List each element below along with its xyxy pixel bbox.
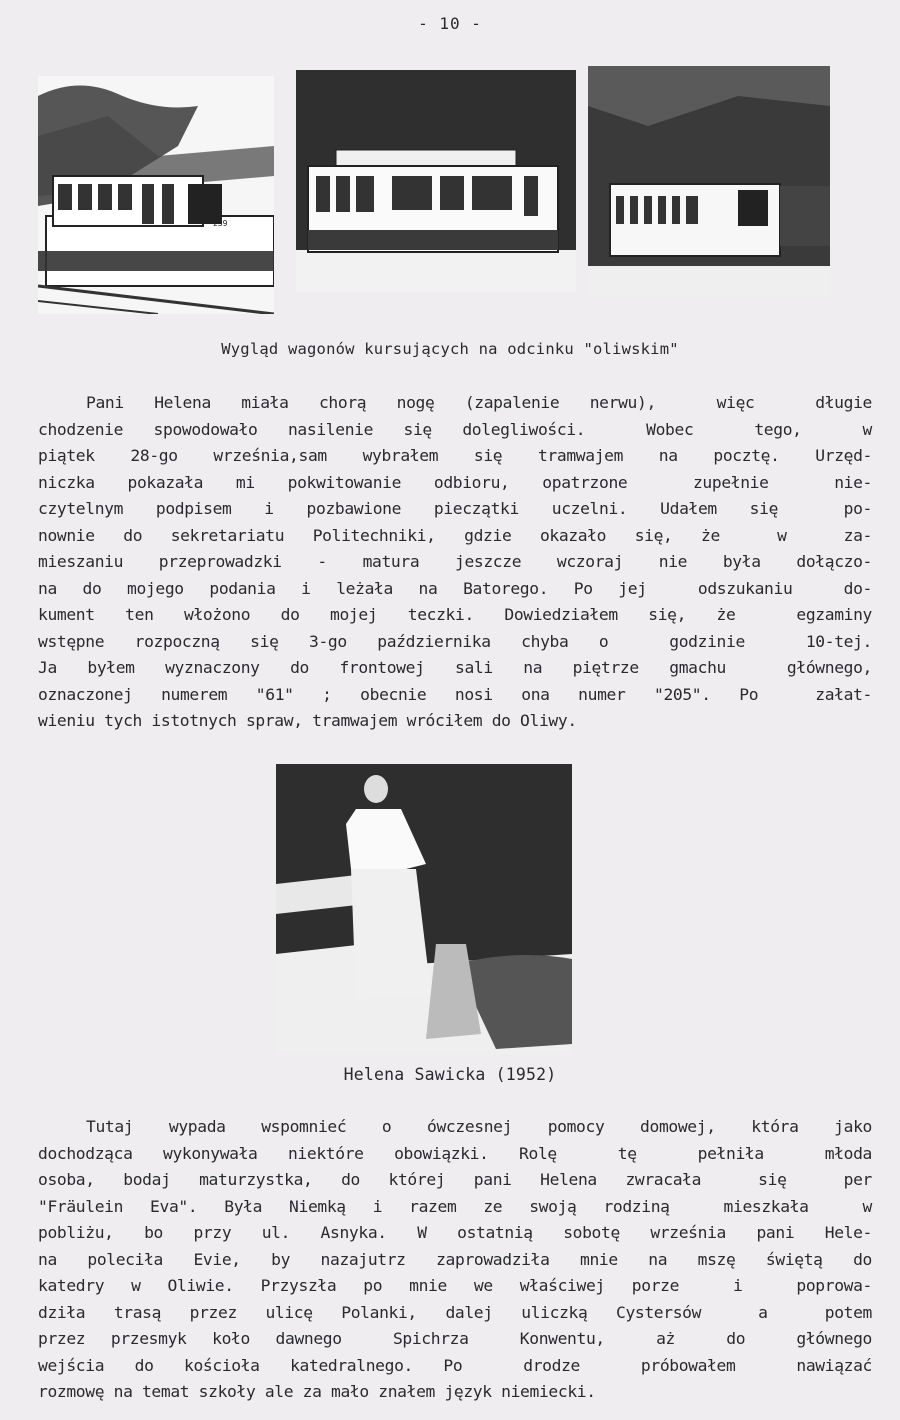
- text-line: wstępne rozpoczną się 3-go października chyba o godzinie 10-tej.: [38, 631, 872, 651]
- text-line: dochodząca wykonywała niektóre obowiązki. Rolę tę pełniła młoda: [38, 1143, 872, 1163]
- tram-photo-3: [588, 66, 830, 296]
- text-line: mieszaniu przeprowadzki - matura jeszcze wczoraj nie była dołączo-: [38, 552, 872, 571]
- paragraph-1: [38, 390, 872, 735]
- text-line: "Fräulein Eva". Była Niemką i razem ze swoją rodziną mieszkała w: [38, 1196, 872, 1216]
- text-line: Tutaj wypada wspomnieć o ówczesnej pomocy domowej, która jako: [86, 1117, 872, 1136]
- text-line: chodzenie spowodowało nasilenie się dolegliwości. Wobec tego, w: [38, 419, 872, 439]
- text-line: niczka pokazała mi pokwitowanie odbioru, opatrzone zupełnie nie-: [38, 472, 872, 492]
- text-line: pobliżu, bo przy ul. Asnyka. W ostatnią sobotę września pani Hele-: [38, 1223, 872, 1242]
- text-line: na poleciła Evie, by nazajutrz zaprowadziła mnie na mszę świętą do: [38, 1249, 872, 1269]
- page-number: - 10 -: [418, 14, 482, 33]
- text-line: Pani Helena miała chorą nogę (zapalenie nerwu), więc długie: [86, 393, 872, 412]
- text-line: wejścia do kościoła katedralnego. Po drodze próbowałem nawiązać: [38, 1355, 872, 1375]
- portrait-photo: [276, 764, 572, 1054]
- tram-photos-caption: Wygląd wagonów kursujących na odcinku "oliwskim": [221, 340, 679, 358]
- text-line: przez przesmyk koło dawnego Spichrza Konwentu, aż do głównego: [38, 1329, 872, 1348]
- portrait-caption: Helena Sawicka (1952): [343, 1065, 557, 1084]
- text-line: piątek 28-go września,sam wybrałem się tramwajem na pocztę. Urzęd-: [38, 446, 872, 465]
- text-line: Ja byłem wyznaczony do frontowej sali na piętrze gmachu głównego,: [38, 658, 872, 677]
- text-line: wieniu tych istotnych spraw, tramwajem wróciłem do Oliwy.: [38, 711, 577, 730]
- text-line: na do mojego podania i leżała na Batorego. Po jej odszukaniu do-: [38, 578, 872, 598]
- text-line: kument ten włożono do mojej teczki. Dowiedziałem się, że egzaminy: [38, 605, 872, 624]
- text-line: czytelnym podpisem i pozbawione pieczątki uczelni. Udałem się po-: [38, 499, 872, 518]
- text-line: rozmowę na temat szkoły ale za mało znałem język niemiecki.: [38, 1382, 596, 1401]
- text-line: katedry w Oliwie. Przyszła po mnie we właściwej porze i poprowa-: [38, 1276, 872, 1295]
- tram-number-label: 259: [213, 219, 228, 228]
- text-line: oznaczonej numerem "61" ; obecnie nosi ona numer "205". Po załat-: [38, 684, 872, 704]
- tram-photo-2: [296, 70, 576, 292]
- text-line: dziła trasą przez ulicę Polanki, dalej uliczką Cystersów a potem: [38, 1302, 872, 1322]
- text-line: osoba, bodaj maturzystka, do której pani Helena zwracała się per: [38, 1170, 872, 1189]
- paragraph-2: [38, 1114, 872, 1406]
- tram-photo-1: [38, 76, 274, 314]
- text-line: nownie do sekretariatu Politechniki, gdzie okazało się, że w za-: [38, 525, 872, 545]
